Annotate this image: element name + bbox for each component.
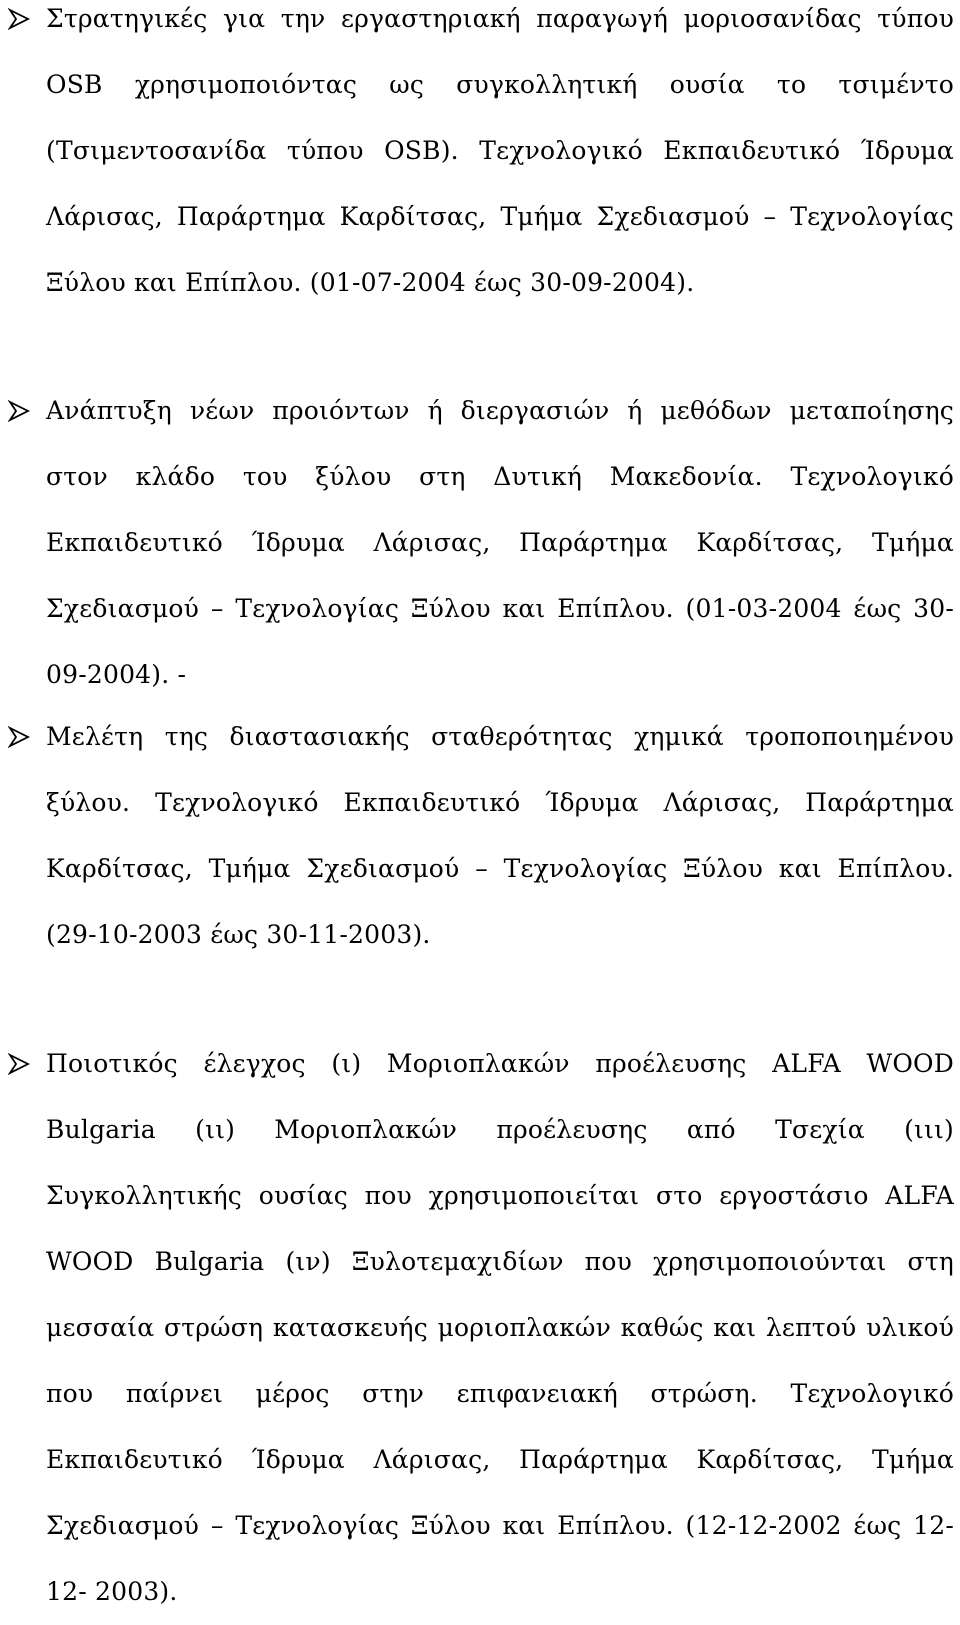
list-item-text: Μελέτη της διαστασιακής σταθερότητας χημικά τροποποιημένου ξύλου. Τεχνολογικό Εκπαιδευτικό Ίδρυμα Λάρισας, Παράρτημα Καρδίτσας, Τμήμα Σχεδιασμού – Τεχνολογίας Ξύλου και Επίπλου. (29-10-2003 έως 30-11-2003). [46, 722, 954, 949]
list-item-text: Στρατηγικές για την εργαστηριακή παραγωγή μοριοσανίδας τύπου OSB χρησιμοποιόντας ως συγκολλητική ουσία το τσιμέντο (Τσιμεντοσανίδα τύπου OSB). Τεχνολογικό Εκπαιδευτικό Ίδρυμα Λάρισας, Παράρτημα Καρδίτσας, Τμήμα Σχεδιασμού – Τεχνολογίας Ξύλου και Επίπλου. (01-07-2004 έως 30-09-2004). [46, 4, 954, 297]
list-item [46, 0, 954, 316]
list-item-text: Ανάπτυξη νέων προιόντων ή διεργασιών ή μεθόδων μεταποίησης στον κλάδο του ξύλου στη Δυτική Μακεδονία. Τεχνολογικό Εκπαιδευτικό Ίδρυμα Λάρισας, Παράρτημα Καρδίτσας, Τμήμα Σχεδιασμού – Τεχνολογίας Ξύλου και Επίπλου. (01-03-2004 έως 30-09-2004). - [46, 396, 954, 689]
arrow-bullet-icon [8, 1053, 30, 1075]
list-item [46, 1031, 954, 1625]
list-item [46, 378, 954, 708]
list-item-text: Ποιοτικός έλεγχος (ι) Μοριοπλακών προέλευσης ALFA WOOD Bulgaria (ιι) Μοριοπλακών προέλευσης από Τσεχία (ιιι) Συγκολλητικής ουσίας που χρησιμοποιείται στο εργοστάσιο ALFA WOOD Bulgaria (ιν) Ξυλοτεμαχιδίων που χρησιμοποιούνται στη μεσσαία στρώση κατασκευής μοριοπλακών καθώς και λεπτού υλικού που παίρνει μέρος στην επιφανειακή στρώση. Τεχνολογικό Εκπαιδευτικό Ίδρυμα Λάρισας, Παράρτημα Καρδίτσας, Τμήμα Σχεδιασμού – Τεχνολογίας Ξύλου και Επίπλου. (12-12-2002 έως 12-12- 2003). [46, 1049, 954, 1606]
arrow-bullet-icon [8, 726, 30, 748]
list-item [46, 704, 954, 968]
arrow-bullet-icon [8, 400, 30, 422]
arrow-bullet-icon [8, 8, 30, 30]
